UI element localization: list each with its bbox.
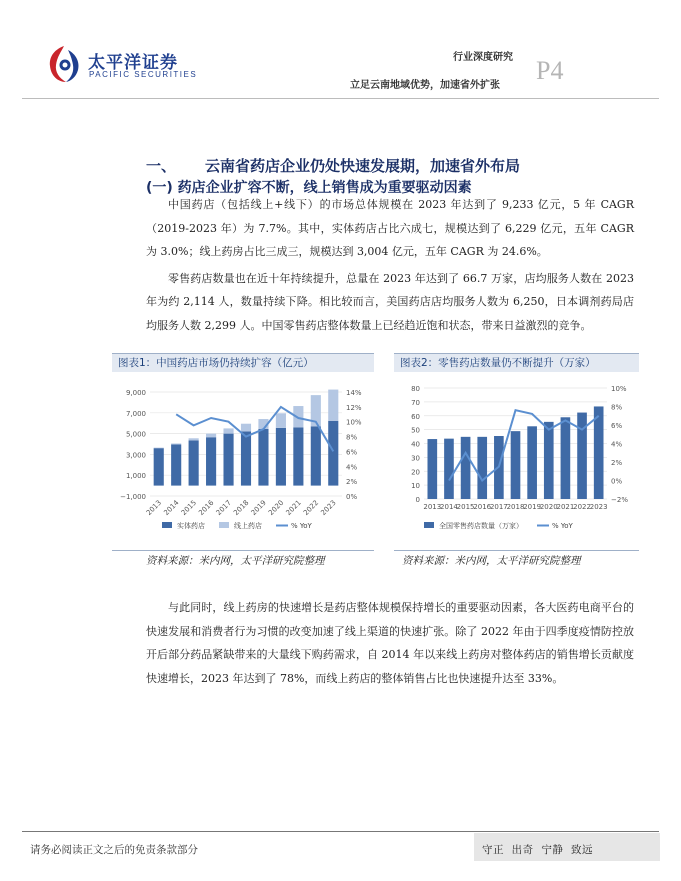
x-tick-label: 2017: [489, 503, 508, 511]
bar: [311, 426, 321, 485]
y-right-tick-label: 14%: [346, 389, 362, 397]
x-tick-label: 2023: [589, 503, 608, 511]
footer-disclaimer: 请务必阅读正文之后的免责条款部分: [30, 844, 198, 856]
legend-label: 线上药店: [234, 522, 262, 530]
body-text-bottom: [146, 596, 634, 690]
bar: [276, 413, 286, 428]
x-tick-label: 2018: [232, 498, 251, 518]
y-tick-label: −1,000: [120, 493, 146, 501]
y-right-tick-label: 8%: [611, 403, 623, 412]
y-tick-label: 1,000: [125, 472, 146, 481]
y-tick-label: 70: [411, 398, 420, 407]
x-tick-label: 2021: [556, 503, 575, 511]
chart2: [394, 378, 639, 538]
bar: [189, 440, 199, 485]
x-tick-label: 2020: [267, 498, 286, 518]
chart1-source: 资料来源：米内网，太平洋研究院整理: [146, 555, 325, 567]
bar: [561, 417, 571, 499]
y-right-tick-label: −2%: [611, 496, 628, 504]
legend-label: % YoY: [291, 522, 312, 530]
x-tick-label: 2013: [423, 503, 442, 511]
legend-label: % YoY: [552, 522, 573, 530]
bar: [527, 426, 537, 499]
yoy-line: [176, 407, 333, 452]
header-rule: [22, 98, 659, 99]
chart1-caption: 图表1：中国药店市场仍持续扩容（亿元）: [112, 354, 374, 372]
bar: [544, 422, 554, 499]
x-tick-label: 2021: [284, 498, 303, 518]
y-tick-label: 30: [411, 454, 420, 463]
bar: [594, 406, 604, 499]
y-tick-label: 60: [411, 412, 420, 421]
x-tick-label: 2015: [179, 498, 199, 518]
page-number: P4: [536, 56, 564, 85]
paragraph-2: 零售药店数量也在近十年持续提升，总量在 2023 年达到了 66.7 万家，店均服务人数在 2023 年为约 2,114 人，数量持续下降。相比较而言，美国药店店均服务人数为 6,250，日本调剂药局店均服务人数 2,299 人。中国零售药店整体数量上已经趋近饱和状态，带来日益激烈的竞争。: [146, 271, 634, 332]
legend-swatch: [219, 522, 229, 528]
bar: [241, 424, 251, 432]
x-tick-label: 2014: [162, 498, 181, 518]
bar: [223, 428, 233, 433]
bar: [154, 448, 164, 449]
y-right-tick-label: 2%: [346, 478, 358, 487]
y-tick-label: 40: [411, 440, 420, 449]
x-tick-label: 2022: [301, 498, 321, 518]
bar: [328, 390, 338, 421]
y-tick-label: 80: [411, 385, 420, 393]
section-subtitle: (一) 药店企业扩容不断，线上销售成为重要驱动因素: [146, 180, 472, 196]
legend-label: 实体药店: [177, 522, 205, 530]
bar: [276, 428, 286, 486]
bar: [223, 434, 233, 486]
chart2-source: 资料来源：米内网，太平洋研究院整理: [402, 555, 581, 567]
y-tick-label: 10: [411, 482, 420, 491]
y-tick-label: 7,000: [125, 409, 146, 418]
x-tick-label: 2016: [473, 503, 492, 511]
bar: [477, 437, 487, 499]
footer-slogan: 守正 出奇 宁静 致远: [482, 844, 594, 856]
section-number: 一、: [146, 157, 177, 175]
y-right-tick-label: 10%: [611, 385, 627, 393]
bar: [189, 438, 199, 440]
bar: [206, 434, 216, 438]
y-tick-label: 9,000: [125, 389, 146, 397]
bar: [511, 431, 521, 499]
x-tick-label: 2013: [144, 498, 164, 518]
paragraph-1: 中国药店（包括线上+线下）的市场总体规模在 2023 年达到了 9,233 亿元，5 年 CAGR（2019-2023 年）为 7.7%。其中，实体药店占比六成七，规模达到了 6,229 亿元，五年 CAGR 为 3.0%；线上药房占比三成三，规模达到 3,004 亿元，五年 CAGR 为 24.6%。: [146, 198, 634, 258]
x-tick-label: 2019: [249, 498, 268, 518]
x-tick-label: 2020: [539, 503, 558, 511]
bar: [206, 437, 216, 485]
legend-label: 全国零售药店数量（万家）: [439, 522, 523, 530]
bar: [293, 427, 303, 485]
y-right-tick-label: 0%: [346, 493, 358, 501]
bar: [171, 445, 181, 486]
x-tick-label: 2022: [573, 503, 591, 511]
y-right-tick-label: 6%: [611, 422, 623, 430]
x-tick-label: 2019: [523, 503, 542, 511]
bar: [461, 437, 471, 499]
report-type: 行业深度研究: [453, 52, 513, 63]
footer-rule: [22, 831, 659, 832]
paragraph-3: 与此同时，线上药房的快速增长是药店整体规模保持增长的重要驱动因素，各大医药电商平台的快速发展和消费者行为习惯的改变加速了线上渠道的快速扩张。除了 2022 年由于四季度疫情防控放开后部分药品紧缺带来的大量线下购药需求，自 2014 年以来线上药房对整体药店的销售增长贡献度快速增长，2023 年达到了 78%，而线上药店的整体销售占比也快速提升达至 33%。: [146, 601, 634, 685]
y-tick-label: 20: [411, 468, 420, 477]
y-right-tick-label: 10%: [346, 418, 362, 427]
bar: [241, 432, 251, 486]
y-right-tick-label: 4%: [346, 463, 358, 472]
x-tick-label: 2018: [506, 503, 525, 511]
y-tick-label: 3,000: [125, 451, 146, 460]
bar: [171, 443, 181, 444]
report-subtitle: 立足云南地域优势，加速省外扩张: [350, 80, 500, 91]
legend-swatch: [424, 522, 434, 528]
y-right-tick-label: 2%: [611, 459, 623, 467]
yoy-line: [449, 410, 599, 480]
bar: [328, 421, 338, 486]
logo: [46, 44, 82, 84]
chart1-svg: [112, 378, 374, 538]
x-tick-label: 2014: [440, 503, 458, 511]
legend-swatch: [162, 522, 172, 528]
y-right-tick-label: 0%: [611, 477, 623, 486]
source-rule-left: [112, 550, 374, 551]
y-right-tick-label: 12%: [346, 403, 362, 412]
y-right-tick-label: 8%: [346, 433, 358, 442]
y-tick-label: 0: [415, 496, 420, 504]
chart2-svg: [394, 378, 639, 538]
body-text-top: [146, 193, 634, 337]
chart2-caption: 图表2：零售药店数量仍不断提升（万家）: [394, 354, 639, 372]
x-tick-label: 2016: [197, 498, 216, 518]
brand-name-en: PACIFIC SECURITIES: [89, 70, 198, 79]
bar: [258, 429, 268, 486]
chart1: [112, 378, 374, 538]
logo-mark-icon: [46, 44, 82, 84]
section-title: 云南省药店企业仍处快速发展期，加速省外布局: [205, 157, 521, 175]
x-tick-label: 2017: [214, 498, 233, 518]
brand-name: 太平洋证券: [88, 53, 178, 73]
bar: [427, 439, 437, 499]
x-tick-label: 2015: [456, 503, 475, 511]
y-tick-label: 50: [411, 426, 420, 435]
x-tick-label: 2023: [319, 498, 338, 518]
y-right-tick-label: 6%: [346, 448, 358, 457]
bar: [154, 448, 164, 485]
bar: [444, 439, 454, 499]
y-right-tick-label: 4%: [611, 440, 623, 449]
source-rule-right: [394, 550, 639, 551]
y-tick-label: 5,000: [125, 430, 146, 439]
